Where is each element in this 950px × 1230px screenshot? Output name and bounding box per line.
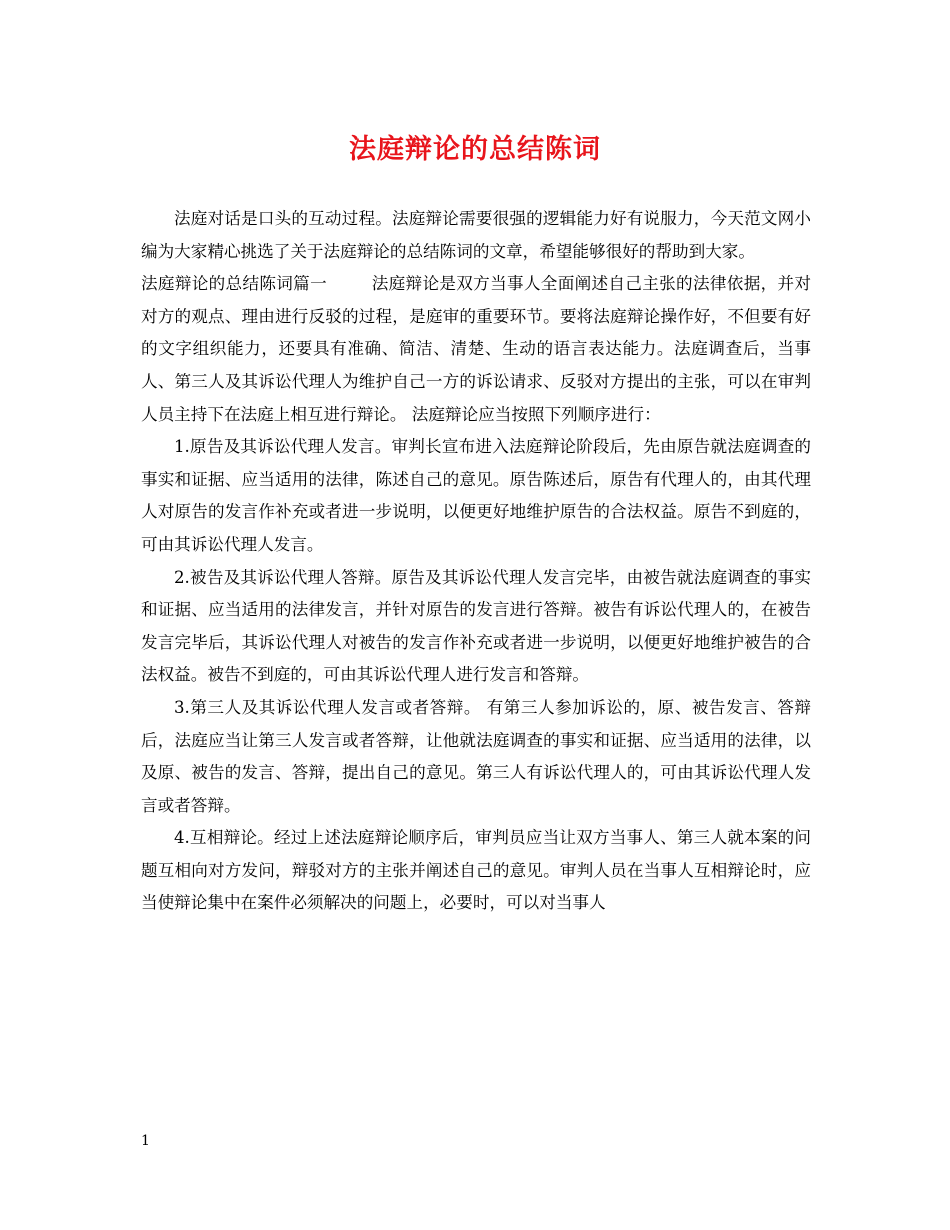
list-item: 4.互相辩论。经过上述法庭辩论顺序后，审判员应当让双方当事人、第三人就本案的问题互相向对方发问，辩驳对方的主张并阐述自己的意见。审判人员在当事人互相辩论时，应当使辩论集中在案件必须解决的问题上，必要时，可以对当事人 (141, 828, 811, 913)
intro-paragraph: 法庭对话是口头的互动过程。法庭辩论需要很强的逻辑能力好有说服力，今天范文网小编为大家精心挑选了关于法庭辩论的总结陈词的文章，希望能够很好的帮助到大家。 (141, 209, 811, 261)
heading-gap (327, 274, 372, 293)
page-number: 1 (141, 1133, 150, 1149)
section-intro: 法庭辩论是双方当事人全面阐述自己主张的法律依据，并对对方的观点、理由进行反驳的过程，是庭审的重要环节。要将法庭辩论操作好，不但要有好的文字组织能力，还要具有准确、简洁、清楚、生动的语言表达能力。法庭调查后，当事人、第三人及其诉讼代理人为维护自己一方的诉讼请求、反驳对方提出的主张，可以在审判人员主持下在法庭上相互进行辩论。 法庭辩论应当按照下列顺序进行： (141, 274, 812, 424)
document-body (141, 203, 811, 920)
section-heading: 法庭辩论的总结陈词篇一 (141, 274, 327, 294)
list-item: 2.被告及其诉讼代理人答辩。原告及其诉讼代理人发言完毕，由被告就法庭调查的事实和证据、应当适用的法律发言，并针对原告的发言进行答辩。被告有诉讼代理人的，在被告发言完毕后，其诉讼代理人对被告的发言作补充或者进一步说明，以便更好地维护被告的合法权益。被告不到庭的，可由其诉讼代理人进行发言和答辩。 (141, 567, 811, 685)
section-paragraph (141, 268, 811, 431)
list-item: 3.第三人及其诉讼代理人发言或者答辩。 有第三人参加诉讼的，原、被告发言、答辩后，法庭应当让第三人发言或者答辩，让他就法庭调查的事实和证据、应当适用的法律，以及原、被告的发言、答辩，提出自己的意见。第三人有诉讼代理人的，可由其诉讼代理人发言或者答辩。 (141, 697, 811, 815)
list-item: 1.原告及其诉讼代理人发言。审判长宣布进入法庭辩论阶段后，先由原告就法庭调查的事实和证据、应当适用的法律，陈述自己的意见。原告陈述后，原告有代理人的，由其代理人对原告的发言作补充或者进一步说明，以便更好地维护原告的合法权益。原告不到庭的，可由其诉讼代理人发言。 (141, 437, 811, 554)
document-title: 法庭辩论的总结陈词 (349, 134, 601, 165)
